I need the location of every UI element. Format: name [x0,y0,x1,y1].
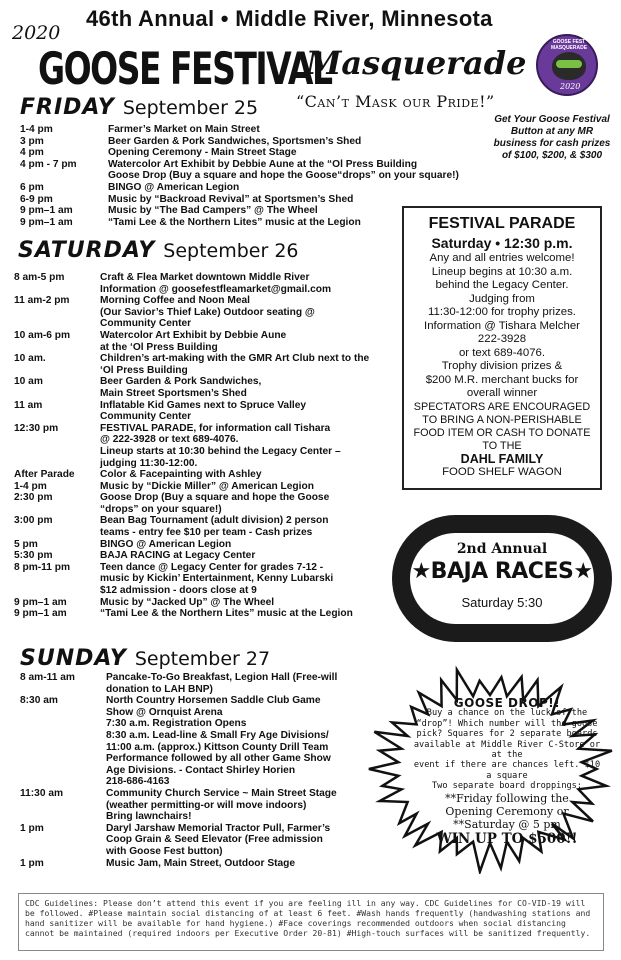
annual-heading: 46th Annual • Middle River, Minnesota [86,6,493,31]
event-time: 9 pm–1 am [20,216,73,228]
event-description: BINGO @ American Legion [100,538,232,550]
sunday-event [20,788,390,823]
masked-goose-icon [536,34,598,96]
saturday-event [14,376,396,399]
parade-family: DAHL FAMILY [460,451,544,466]
sunday-event [20,695,390,788]
event-description: Watercolor Art Exhibit by Debbie Aune at the “Ol Press Building Goose Drop (Buy a square and hope the Goose“drops” on your square!) [108,158,459,182]
friday-event [20,124,480,136]
event-description: Inflatable Kid Games next to Spruce Valley Community Center [100,399,307,423]
sunday-event [20,823,390,858]
event-description: Pancake-To-Go Breakfast, Legion Hall (Free-will donation to LAH BNP) [106,672,338,695]
goose-drop-times: **Friday following the Opening Ceremony or **Saturday @ 5 pm [445,791,569,831]
sunday-day: SUNDAY [20,646,127,671]
goose-drop-body: Buy a chance on the luck of the “drop”! Which number will the goose pick? Squares for 2 separate boards available at Middle River C-Store or at the event if there are chances left. $10 a square Two separate board droppings: [413,708,601,792]
event-time: 1-4 pm [14,480,47,492]
saturday-event [14,353,396,376]
event-description: Music by “Dickie Miller” @ American Legion [100,480,314,492]
saturday-event [14,550,396,562]
event-description: BAJA RACING at Legacy Center [100,550,256,562]
event-description: Daryl Jarshaw Memorial Tractor Pull, Farmer’s Coop Grain & Seed Elevator (Free admission with Goose Fest button) [106,822,331,857]
goose-drop-box [412,698,602,847]
tagline: “Can’t Mask our Pride!” [296,92,495,111]
event-description: Music by “The Bad Campers” @ The Wheel [108,205,318,217]
event-time: 11 am-2 pm [14,295,70,307]
event-description: Farmer’s Market on Main Street [108,124,260,135]
event-description: Beer Garden & Pork Sandwiches, Main Street Sportsmen’s Shed [100,376,262,399]
friday-event [20,147,480,159]
event-description: Beer Garden & Pork Sandwiches, Sportsmen’s Shed [108,135,362,147]
saturday-event [14,423,396,469]
event-time: 2:30 pm [14,492,53,504]
saturday-event [14,400,396,423]
star-icon: ★ [411,559,431,584]
festival-parade-box [402,206,602,490]
event-time: 4 pm [20,147,44,159]
event-description: North Country Horsemen Saddle Club Game Show @ Ornquist Arena 7:30 a.m. Registration Opens 8:30 a.m. Lead-line & Small Fry Age Divisions/ 11:00 a.m. (approx.) Kittson County Drill Team Performance followed by all other Game Show Age Divisions. - Contact Shirley Horien 218-686-4163 [106,695,331,788]
button-promo: Get Your Goose Festival Button at any MR business for cash prizes of $100, $200, & $300 [493,114,611,161]
event-time: 8 pm-11 pm [14,561,71,573]
event-time: 5 pm [14,538,38,550]
event-description: Morning Coffee and Noon Meal (Our Savior’s Thief Lake) Outdoor seating @ Community Center [100,295,315,330]
parade-donation-note: SPECTATORS ARE ENCOURAGED TO BRING A NON-PERISHABLE FOOD ITEM OR CASH TO DONATE TO THE [413,400,591,452]
event-description: Children’s art-making with the GMR Art Club next to the ‘Ol Press Building [100,353,370,376]
event-description: Goose Drop (Buy a square and hope the Goose “drops” on your square!) [100,492,330,515]
saturday-event [14,515,396,538]
event-description: Watercolor Art Exhibit by Debbie Aune at the ‘Ol Press Building [100,329,287,353]
event-time: 1-4 pm [20,124,53,135]
event-time: 4 pm - 7 pm [20,158,77,170]
goose-mask-icon [552,52,586,80]
event-time: 12:30 pm [14,422,59,434]
year-label: 2020 [12,22,61,44]
saturday-event [14,608,396,620]
event-time: 9 pm–1 am [14,596,67,608]
saturday-event [14,539,396,551]
saturday-event [14,330,396,353]
logo-year: 2020 [560,82,581,91]
sunday-date: September 27 [134,648,271,670]
saturday-day: SATURDAY [18,238,156,263]
parade-title: FESTIVAL PARADE [428,215,576,232]
saturday-heading [18,238,299,263]
event-description: Teen dance @ Legacy Center for grades 7-12 - music by Kickin’ Entertainment, Kenny Lubarski $12 admission - doors close at 9 [100,561,334,597]
friday-event [20,182,480,194]
saturday-event [14,295,396,330]
festival-subtitle: Masquerade [306,44,527,82]
saturday-event [14,562,396,597]
event-time: 10 am. [14,353,46,365]
event-time: 9 pm–1 am [14,608,67,620]
event-description: “Tami Lee & the Northern Lites” music at the Legion [100,608,353,620]
baja-annual: 2nd Annual [456,541,548,557]
star-icon: ★ [573,559,593,584]
parade-wagon: FOOD SHELF WAGON [442,466,562,478]
event-time: 11 am [14,399,43,411]
sunday-heading [20,646,270,671]
friday-heading [20,95,258,120]
event-time: 11:30 am [20,787,64,799]
event-description: BINGO @ American Legion [108,181,240,193]
saturday-event [14,469,396,481]
event-time: After Parade [14,469,75,481]
event-description: Community Church Service ~ Main Street Stage (weather permitting-or will move indoors) Bring lawnchairs! [106,787,337,823]
event-description: Music by “Backroad Revival” at Sportsmen’s Shed [108,193,354,205]
baja-title: BAJA RACES [430,559,574,584]
goose-drop-prize: WIN UP TO $500!! [436,830,578,847]
baja-title-line [392,559,612,584]
event-time: 3:00 pm [14,515,53,527]
logo-caption: GOOSE FEST MASQUERADE [550,39,588,51]
saturday-event [14,492,396,515]
friday-date: September 25 [122,97,259,119]
event-description: FESTIVAL PARADE, for information call Tishara @ 222-3928 or text 689-4076. Lineup starts at 10:30 behind the Legacy Center – judging 11:30-12:00. [100,422,341,469]
event-description: Color & Facepainting with Ashley [100,469,262,481]
event-time: 6-9 pm [20,193,53,205]
event-time: 10 am [14,376,43,388]
event-description: Craft & Flea Market downtown Middle River Information @ goosefestfleamarket@gmail.com [100,272,332,295]
event-description: Opening Ceremony - Main Street Stage [108,147,297,159]
goose-drop-title: GOOSE DROP!! [453,696,561,710]
cdc-guidelines: CDC Guidelines: Please don’t attend this event if you are feeling ill in any way. CDC Guidelines for CO-VID-19 will be followed. #Please maintain social distancing of at least 6 feet. #Wash hands frequently (handwashing stations and hand sanitizer will be available for hand hygiene.) #Face coverings recommended outdoors when social distancing cannot be maintained (required indoors per Executive Order 20-81) #High-touch surfaces will be sanitized frequently. [18,893,604,951]
event-time: 3 pm [20,135,44,147]
event-description: Music Jam, Main Street, Outdoor Stage [106,857,296,869]
sunday-schedule [20,672,390,869]
event-description: Music by “Jacked Up” @ The Wheel [100,596,275,608]
saturday-event [14,481,396,493]
event-time: 8:30 am [20,695,58,707]
event-description: Bean Bag Tournament (adult division) 2 person teams - entry fee $10 per team - Cash prizes [100,515,329,539]
friday-day: FRIDAY [20,95,115,120]
event-time: 1 pm [20,822,44,834]
festival-title: GOOSE FESTIVAL [38,42,332,95]
event-time: 8 am-11 am [20,672,75,683]
baja-races-badge [392,515,612,642]
friday-event [20,136,480,148]
sunday-event [20,858,390,870]
event-time: 6 pm [20,181,44,193]
event-time: 5:30 pm [14,550,53,562]
event-time: 10 am-6 pm [14,329,71,341]
event-time: 9 pm–1 am [20,205,73,217]
friday-event [20,194,480,206]
event-description: “Tami Lee & the Northern Lites” music at the Legion [108,216,361,228]
parade-when: Saturday • 12:30 p.m. [431,235,573,251]
saturday-schedule [14,272,396,620]
baja-time: Saturday 5:30 [461,595,543,610]
sunday-event [20,672,390,695]
saturday-event [14,597,396,609]
event-time: 1 pm [20,857,44,869]
saturday-event [14,272,396,295]
event-time: 8 am-5 pm [14,272,65,283]
saturday-date: September 26 [163,240,299,262]
parade-body: Any and all entries welcome! Lineup begins at 10:30 a.m. behind the Legacy Center. Judging from 11:30-12:00 for trophy prizes. Information @ Tishara Melcher 222-3928 or text 689-4076. Trophy division prizes & $200 M.R. merchant bucks for overall winner [424,252,580,399]
friday-event [20,159,480,182]
